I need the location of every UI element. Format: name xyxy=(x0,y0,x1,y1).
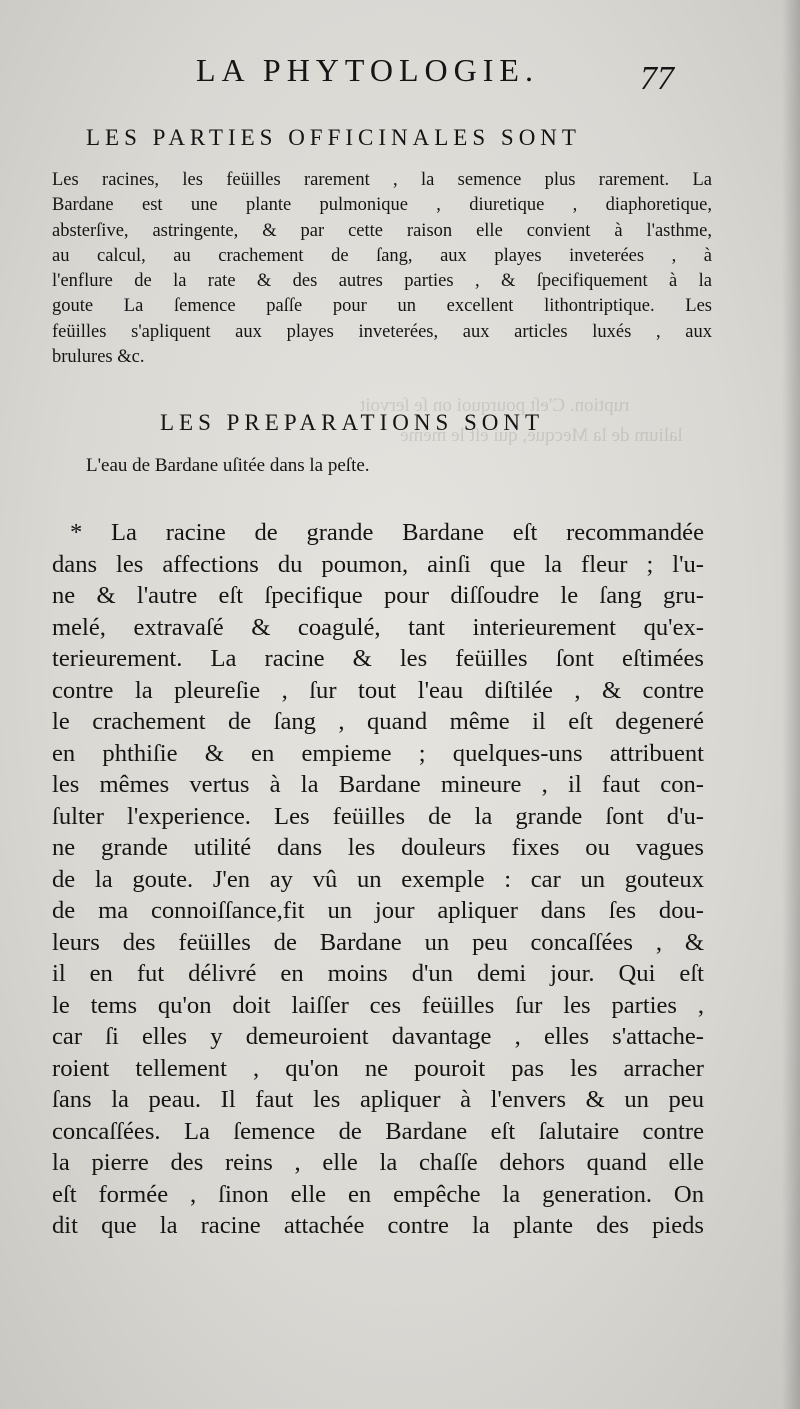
text-line: * La racine de grande Bardane eſt recommandée xyxy=(70,519,704,546)
text-line: le tems qu'on doit laiſſer ces feüilles ſur les parties , xyxy=(52,991,704,1019)
text-line: brulures &c. xyxy=(52,347,145,368)
text-line: ne & l'autre eſt ſpecifique pour diſſoudre le ſang gru- xyxy=(52,582,704,609)
text-line: ſulter l'experience. Les feüilles de la grande ſont d'u- xyxy=(52,802,704,830)
text-line: Les racines, les feüilles rarement , la semence plus rarement. La xyxy=(52,170,712,190)
text-line: au calcul, au crachement de ſang, aux playes inveterées , à xyxy=(52,245,712,266)
text-line: le crachement de ſang , quand même il eſt degeneré xyxy=(52,708,704,735)
text-line: terieurement. La racine & les feüilles ſont eſtimées xyxy=(52,645,704,672)
text-line: feüilles s'apliquent aux playes inveterées, aux articles luxés , aux xyxy=(52,321,712,342)
page-edge-shadow xyxy=(782,0,800,1409)
text-line: Bardane est une plante pulmonique , diuretique , diaphoretique, xyxy=(52,195,712,216)
text-line: dans les affections du poumon, ainſi que la fleur ; l'u- xyxy=(52,550,704,578)
text-line: melé, extravaſé & coagulé, tant interieurement qu'ex- xyxy=(52,613,704,641)
text-line: absterſive, astringente, & par cette raison elle convient à l'asthme, xyxy=(52,220,712,241)
text-line: les mêmes vertus à la Bardane mineure , il faut con- xyxy=(52,771,704,798)
section-heading-officinales: LES PARTIES OFFICINALES SONT xyxy=(86,125,581,150)
running-head-title: LA PHYTOLOGIE. xyxy=(196,52,539,88)
running-head xyxy=(0,52,800,102)
text-line: goute La ſemence paſſe pour un excellent lithontriptique. Les xyxy=(52,296,712,317)
text-line: eſt formée , ſinon elle en empêche la generation. On xyxy=(52,1180,704,1208)
text-line: dit que la racine attachée contre la plante des pieds xyxy=(52,1212,704,1239)
text-line: contre la pleureſie , ſur tout l'eau diſtilée , & contre xyxy=(52,676,704,704)
section-heading-preparations: LES PREPARATIONS SONT xyxy=(160,410,545,435)
text-line: roient tellement , qu'on ne pouroit pas les arracher xyxy=(52,1054,704,1082)
officinales-paragraph xyxy=(52,168,712,370)
main-paragraph xyxy=(52,517,704,1242)
text-line: l'enflure de la rate & des autres parties , & ſpecifiquement à la xyxy=(52,271,712,292)
text-line: car ſi elles y demeuroient davantage , elles s'attache- xyxy=(52,1023,704,1050)
text-line: concaſſées. La ſemence de Bardane eſt ſalutaire contre xyxy=(52,1117,704,1145)
text-line: en phthiſie & en empieme ; quelques-uns attribuent xyxy=(52,739,704,767)
text-line: la pierre des reins , elle la chaſſe dehors quand elle xyxy=(52,1149,704,1176)
text-line: ne grande utilité dans les douleurs fixes ou vagues xyxy=(52,834,704,861)
text-line: de la goute. J'en ay vû un exemple : car un gouteux xyxy=(52,865,704,893)
page-number: 77 xyxy=(640,60,674,97)
text-line: ſans la peau. Il faut les apliquer à l'envers & un peu xyxy=(52,1086,704,1113)
bleed-through-text: lalium de la Mecque, qui eſt le même xyxy=(400,425,683,446)
text-line: il en fut délivré en moins d'un demi jour. Qui eſt xyxy=(52,960,704,987)
text-line: leurs des feüilles de Bardane un peu concaſſées , & xyxy=(52,928,704,956)
eau-de-bardane-line: L'eau de Bardane uſitée dans la peſte. xyxy=(86,455,370,476)
text-line: de ma connoiſſance,fit un jour apliquer dans ſes dou- xyxy=(52,897,704,924)
bleed-through-text: ruption. C'eſt pourquoi on ſe ſervoit xyxy=(360,395,630,416)
